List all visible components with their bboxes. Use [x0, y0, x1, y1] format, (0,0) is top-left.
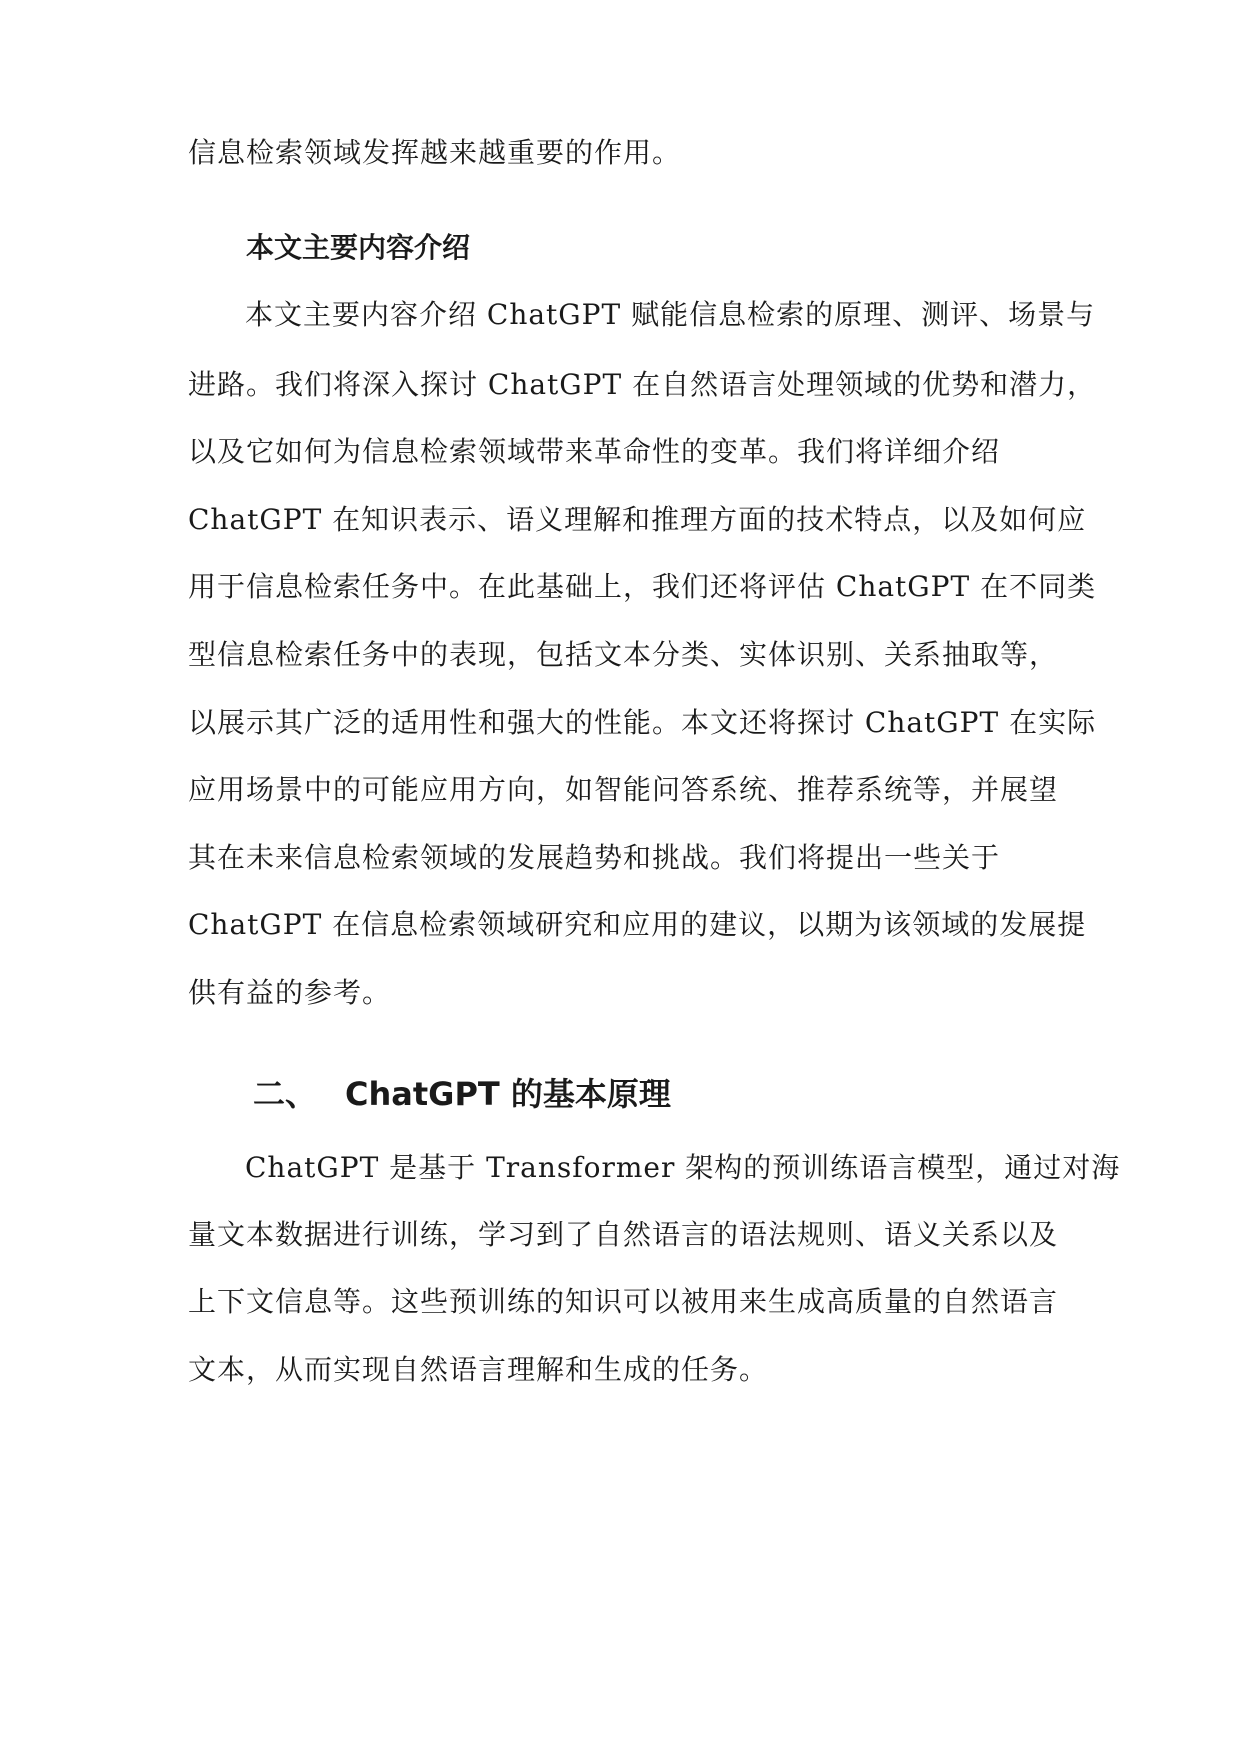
paragraph-line: 本文主要内容介绍 ChatGPT 赋能信息检索的原理、测评、场景与 — [245, 298, 1096, 331]
paragraph-line: 以及它如何为信息检索领域带来革命性的变革。我们将详细介绍 — [188, 435, 1001, 468]
paragraph-line: 型信息检索任务中的表现，包括文本分类、实体识别、关系抽取等， — [188, 638, 1059, 671]
paragraph-line: ChatGPT 是基于 Transformer 架构的预训练语言模型，通过对海 — [245, 1151, 1121, 1184]
paragraph-line: ChatGPT 在信息检索领域研究和应用的建议，以期为该领域的发展提 — [188, 908, 1087, 941]
paragraph-line: 量文本数据进行训练，学习到了自然语言的语法规则、语义关系以及 — [188, 1218, 1059, 1251]
section-title: ChatGPT 的基本原理 — [345, 1075, 671, 1113]
paragraph-line: 其在未来信息检索领域的发展趋势和挑战。我们将提出一些关于 — [188, 841, 1001, 874]
intro-heading: 本文主要内容介绍 — [246, 231, 471, 264]
paragraph-line: ChatGPT 在知识表示、语义理解和推理方面的技术特点，以及如何应 — [188, 503, 1087, 536]
section-number: 二、 — [253, 1075, 318, 1113]
paragraph-line: 进路。我们将深入探讨 ChatGPT 在自然语言处理领域的优势和潜力， — [188, 368, 1097, 401]
paragraph-line: 文本，从而实现自然语言理解和生成的任务。 — [188, 1353, 769, 1386]
paragraph-line: 信息检索领域发挥越来越重要的作用。 — [188, 136, 682, 169]
paragraph-line: 应用场景中的可能应用方向，如智能问答系统、推荐系统等，并展望 — [188, 773, 1059, 806]
paragraph-line: 供有益的参考。 — [188, 976, 392, 1009]
paragraph-line: 上下文信息等。这些预训练的知识可以被用来生成高质量的自然语言 — [188, 1285, 1059, 1318]
paragraph-line: 用于信息检索任务中。在此基础上，我们还将评估 ChatGPT 在不同类 — [188, 570, 1097, 603]
section-heading — [253, 1072, 671, 1116]
paragraph-line: 以展示其广泛的适用性和强大的性能。本文还将探讨 ChatGPT 在实际 — [188, 706, 1097, 739]
